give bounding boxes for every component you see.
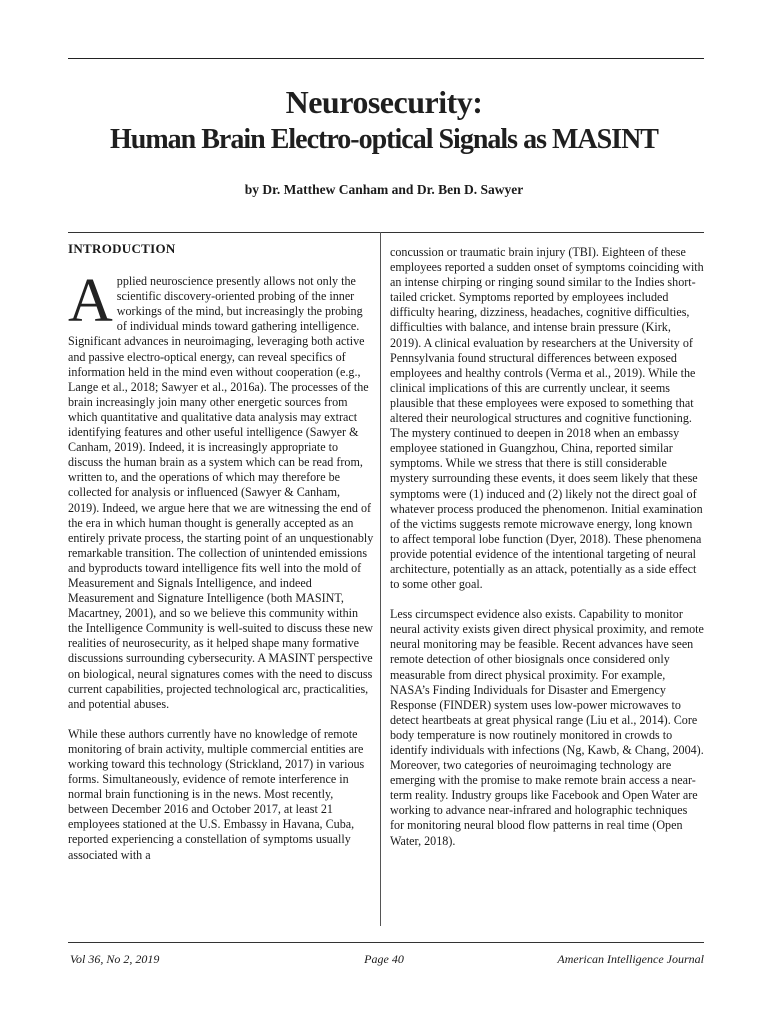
section-heading: INTRODUCTION <box>68 241 176 256</box>
right-column <box>390 245 704 849</box>
journal-name: American Intelligence Journal <box>557 952 704 966</box>
body-paragraph: Less circumspect evidence also exists. Capability to monitor neural activity exists given direct physical proximity, and remote neural monitoring may be feasible. Recent advances have seen remote detection of other biosignals once considered only measurable from direct physical proximity. For example, NASA’s Finding Individuals for Disaster and Emergency Response (FINDER) system uses low-power microwaves to detect heartbeats at great physical range (Liu et al., 2014). Core body temperature is now routinely monitored in crowds to identify individuals with infections (Ng, Kawb, & Chang, 2004). Moreover, two categories of neuroimaging technology are emerging with the promise to make remote brain access a near-term reality. Industry groups like Facebook and Open Water are working to advance near-infrared and holographic techniques for monitoring neural blood flow patterns in real time (Open Water, 2018). <box>390 607 704 848</box>
footer-rule <box>68 942 704 943</box>
drop-cap: A <box>68 267 113 336</box>
top-rule <box>68 58 704 59</box>
body-paragraph: concussion or traumatic brain injury (TBI). Eighteen of these employees reported a sudden onset of symptoms coinciding with an intense chirping or ringing sound similar to the Indies short-tailed cricket. Symptoms reported by employees included difficulty hearing, dizziness, headaches, cognitive difficulties, difficulties with balance, and intense brain pressure (Kirk, 2019). A clinical evaluation by researchers at the University of Pennsylvania found structural differences between exposed employees and healthy controls (Verma et al., 2019). While the clinical implications of this are currently unclear, it seems plausible that these employees were exposed to something that altered their neurological structures and cognitive functioning. The mystery continued to deepen in 2018 when an embassy employee stationed in Guangzhou, China, reported similar symptoms. While we stress that there is still considerable mystery surrounding these events, it does seem likely that these symptoms were (1) induced and (2) likely not the direct goal of whatever process produced the phenomenon. Initial examination of the victims suggests remote microwave energy, long known to affect temporal lobe function (Dyer, 2018). These phenomena provide potential evidence of the intentional targeting of neural architecture, potentially as an attack, potentially as a side effect to some other goal. <box>390 245 704 592</box>
left-column <box>68 241 374 863</box>
column-divider <box>380 232 381 926</box>
page-number: Page 40 <box>364 952 404 966</box>
volume-info: Vol 36, No 2, 2019 <box>70 952 160 966</box>
intro-paragraph <box>68 267 374 712</box>
intro-paragraph-text: pplied neuroscience presently allows not only the scientific discovery-oriented probing of the inner workings of the mind, but increasingly the probing of individual minds toward gathering intelligence. Significant advances in neuroimaging, leveraging both active and passive electro-optical energy, can reveal specifics of information held in the mind even without cooperation (e.g., Lange et al., 2018; Sawyer et al., 2016a). The processes of the brain increasingly join many other energetic sources from which quantitative and qualitative data analysis may extract identifying features and other useful intelligence (Sawyer & Canham, 2019). Indeed, it is increasingly appropriate to discuss the human brain as a system which can be read from, written to, and the operations of which may therefore be collected for analysis or influenced (Sawyer & Canham, 2019). Indeed, we argue here that we are witnessing the end of the era in which human thought is generally accepted as an entirely private process, the starting point of an unquestionably remarkable transition. The collection of unintended emissions and byproducts toward intelligence fits well into the mold of Measurement and Signals Intelligence, and indeed Measurement and Signature Intelligence (both MASINT, Macartney, 2001), and so we believe this community within the Intelligence Community is well-suited to discuss these new realities of neurosecurity, as it helped shape many formative discussions surrounding cybersecurity. A MASINT perspective on biological, neural signatures comes with the need to discuss current capabilities, projected technological arc, practicalities, and potential abuses. <box>68 274 374 711</box>
body-paragraph: While these authors currently have no knowledge of remote monitoring of brain activity, multiple commercial entities are working toward this technology (Strickland, 2017) in various forms. Simultaneously, evidence of remote interference in normal brain functioning is in the news. Most recently, between December 2016 and October 2017, at least 21 employees stationed at the U.S. Embassy in Havana, Cuba, reported experiencing a constellation of symptoms usually associated with a <box>68 726 365 862</box>
author-byline: by Dr. Matthew Canham and Dr. Ben D. Sawyer <box>244 182 524 197</box>
article-subtitle: Human Brain Electro-optical Signals as MASINT <box>110 124 658 155</box>
section-rule <box>68 232 704 233</box>
article-title: Neurosecurity: <box>285 84 483 120</box>
